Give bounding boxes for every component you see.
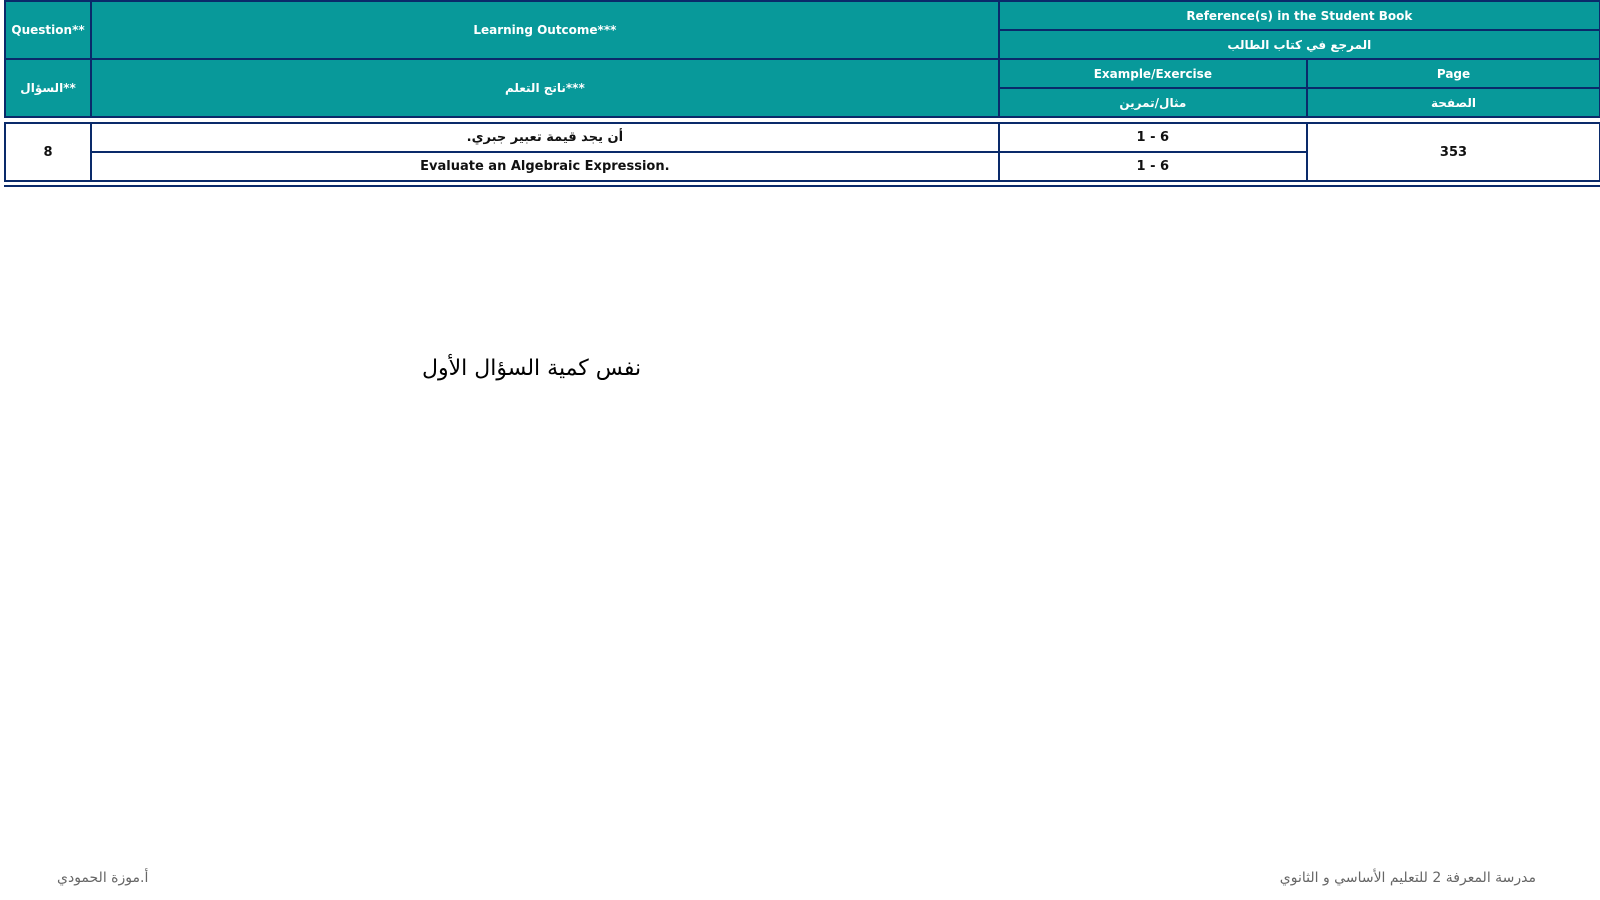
footer-school: مدرسة المعرفة 2 للتعليم الأساسي و الثانوي [1279, 870, 1536, 886]
reference-table-sheet [4, 0, 1600, 182]
note-text: نفس كمية السؤال الأول [422, 356, 642, 381]
cell-example-2: 1 - 6 [999, 152, 1307, 181]
header-reference-en: Reference(s) in the Student Book [999, 1, 1600, 30]
header-question-ar: السؤال** [5, 59, 91, 117]
header-outcome-ar: ناتج التعلم*** [91, 59, 999, 117]
cell-example-1: 1 - 6 [999, 123, 1307, 152]
header-page-en: Page [1307, 59, 1600, 88]
header-page-ar: الصفحة [1307, 88, 1600, 117]
cell-question-number: 8 [5, 123, 91, 181]
footer-teacher: أ.موزة الحمودي [57, 870, 149, 886]
cell-page: 353 [1307, 123, 1600, 181]
header-question-en: Question** [5, 1, 91, 59]
header-example-ar: مثال/تمرين [999, 88, 1307, 117]
header-outcome-en: Learning Outcome*** [91, 1, 999, 59]
header-reference-ar: المرجع في كتاب الطالب [999, 30, 1600, 59]
cell-outcome-ar: أن يجد قيمة تعبير جبري. [91, 123, 999, 152]
header-example-en: Example/Exercise [999, 59, 1307, 88]
table-row [5, 123, 1600, 152]
cell-outcome-en: Evaluate an Algebraic Expression. [91, 152, 999, 181]
table-bottom-rule [4, 185, 1600, 187]
learning-outcome-table [4, 0, 1600, 182]
